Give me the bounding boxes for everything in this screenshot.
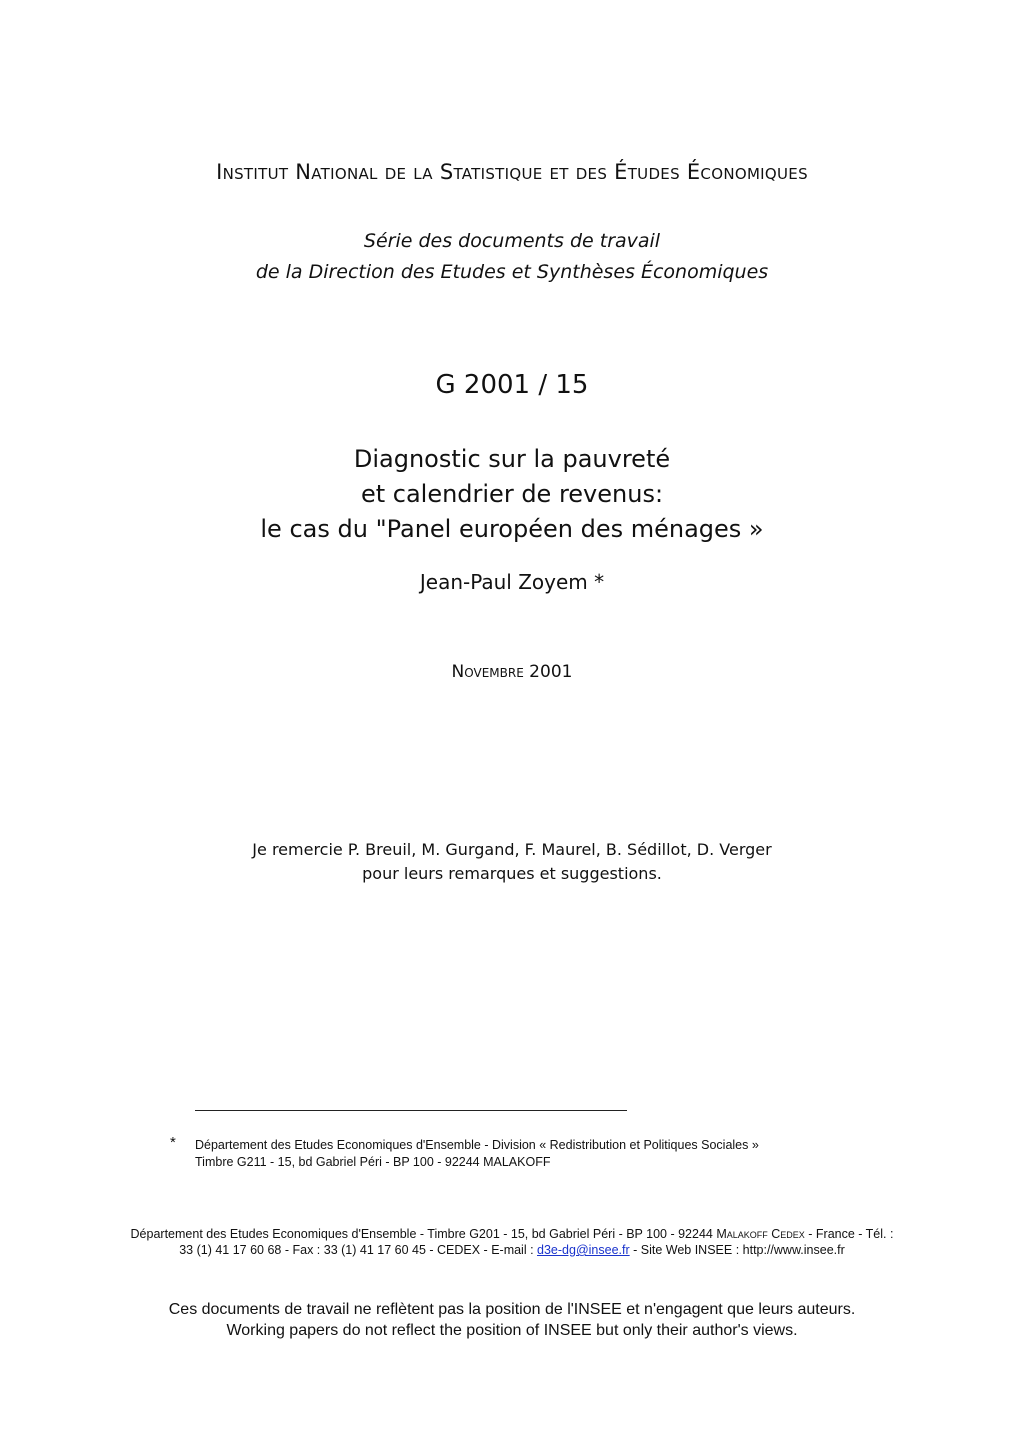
address-line-2-end: - Site Web INSEE : http://www.insee.fr <box>629 1243 845 1257</box>
acknowledgements-line-1: Je remercie P. Breuil, M. Gurgand, F. Maurel, B. Sédillot, D. Verger <box>252 840 772 859</box>
publication-date: Novembre 2001 <box>451 662 573 682</box>
document-title <box>0 442 1024 547</box>
disclaimer-english: Working papers do not reflect the position of INSEE but only their author's views. <box>226 1322 798 1339</box>
footnote-text <box>195 1137 759 1171</box>
footnote-line-2: Timbre G211 - 15, bd Gabriel Péri - BP 100 - 92244 MALAKOFF <box>195 1155 551 1169</box>
acknowledgements-line-2: pour leurs remarques et suggestions. <box>362 864 662 883</box>
series-title <box>0 226 1024 288</box>
disclaimer-french: Ces documents de travail ne reflètent pas la position de l'INSEE et n'engagent que leurs auteurs. <box>168 1301 856 1318</box>
address-line-2 <box>0 1242 1024 1258</box>
address-city: Malakoff Cedex <box>716 1227 805 1241</box>
address-line-1-start: Département des Etudes Economiques d'Ensemble - Timbre G201 - 15, bd Gabriel Péri - BP 100 - 92244 <box>130 1227 717 1241</box>
footnote-separator <box>195 1110 627 1111</box>
acknowledgements <box>0 838 1024 886</box>
series-line-1: Série des documents de travail <box>363 230 661 252</box>
disclaimer <box>0 1299 1024 1341</box>
contact-address <box>0 1226 1024 1258</box>
author-name: Jean-Paul Zoyem * <box>419 570 605 594</box>
address-line-1-end: - France - Tél. : <box>804 1227 894 1241</box>
document-number: G 2001 / 15 <box>435 370 589 400</box>
title-line-2: et calendrier de revenus: <box>360 480 664 508</box>
email-link[interactable]: d3e-dg@insee.fr <box>537 1243 630 1257</box>
address-line-1 <box>0 1226 1024 1242</box>
series-line-2: de la Direction des Etudes et Synthèses Économiques <box>255 261 769 283</box>
footnote-line-1: Département des Etudes Economiques d'Ensemble - Division « Redistribution et Politiques Sociales » <box>195 1138 759 1152</box>
title-line-1: Diagnostic sur la pauvreté <box>353 445 671 473</box>
institute-name: Institut National de la Statistique et des Études Économiques <box>216 160 808 184</box>
footnote-marker: * <box>170 1134 176 1151</box>
title-line-3: le cas du "Panel européen des ménages » <box>260 515 764 543</box>
address-line-2-start: 33 (1) 41 17 60 68 - Fax : 33 (1) 41 17 60 45 - CEDEX - E-mail : <box>179 1243 538 1257</box>
